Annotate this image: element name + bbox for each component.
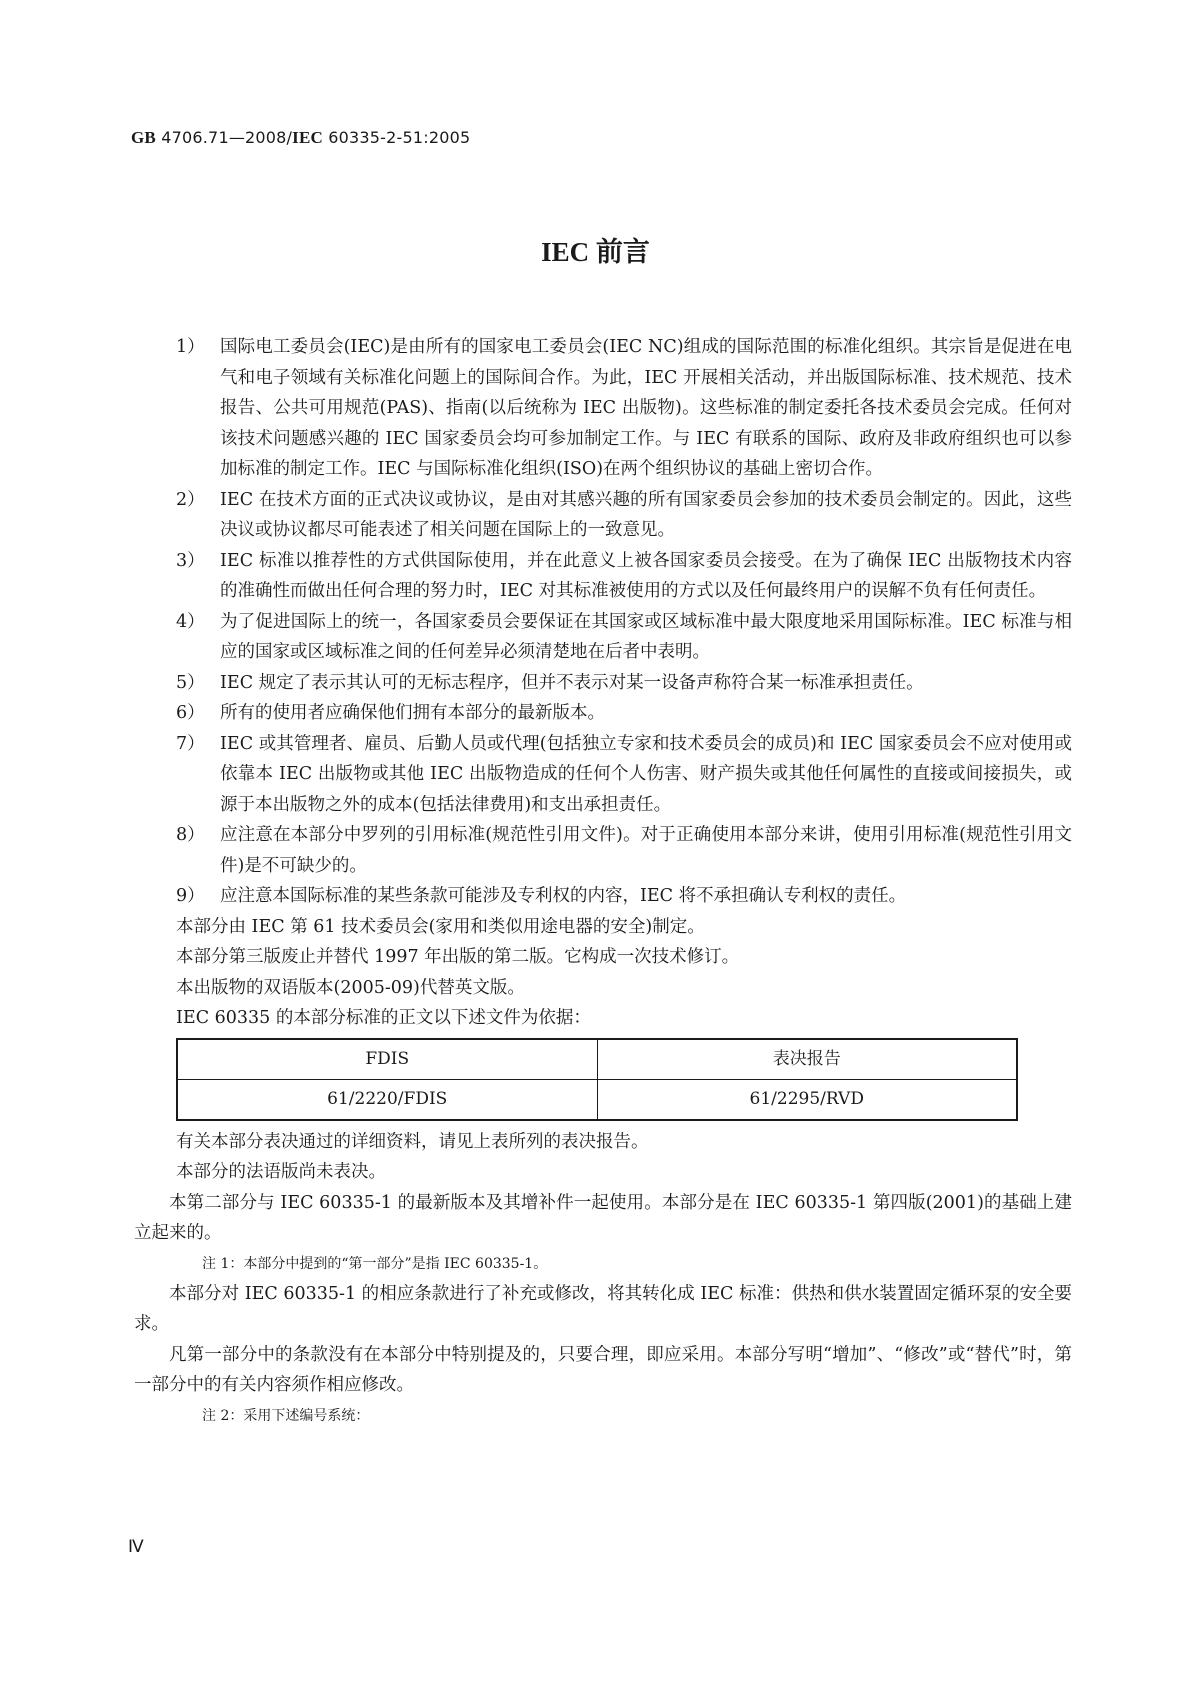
gb-prefix: GB	[131, 128, 156, 147]
list-item-4	[176, 607, 1072, 668]
item-text: 所有的使用者应确保他们拥有本部分的最新版本。	[220, 703, 605, 723]
item-text: 为了促进国际上的统一，各国家委员会要保证在其国家或区域标准中最大限度地采用国际标准。IEC 标准与相应的国家或区域标准之间的任何差异必须清楚地在后者中表明。	[220, 611, 1072, 662]
note-1: 注 1：本部分中提到的“第一部分”是指 IEC 60335-1。	[202, 1255, 548, 1272]
item-number: 7）	[176, 733, 205, 754]
list-item-2	[176, 485, 1072, 546]
item-number: 4）	[176, 611, 205, 632]
table-header-row	[177, 1039, 1017, 1080]
item-text: IEC 或其管理者、雇员、后勤人员或代理(包括独立专家和技术委员会的成员)和 IEC 国家委员会不应对使用或依靠本 IEC 出版物或其他 IEC 出版物造成的任何个人伤害、财产损失或其他任何属性的直接或间接损失，或源于本出版物之外的成本(包括法律费用)和支出承担责任。	[220, 733, 1072, 815]
document-body	[134, 332, 1072, 1431]
paragraph-voting-details: 有关本部分表决通过的详细资料，请见上表所列的表决报告。	[176, 1131, 649, 1152]
paragraph-french-version: 本部分的法语版尚未表决。	[176, 1162, 386, 1182]
item-number: 2）	[176, 489, 205, 510]
iec-number: 60335-2-51:2005	[322, 128, 471, 147]
item-text: 应注意本国际标准的某些条款可能涉及专利权的内容，IEC 将不承担确认专利权的责任。	[220, 886, 907, 906]
item-text: 应注意在本部分中罗列的引用标准(规范性引用文件)。对于正确使用本部分来讲，使用引用标准(规范性引用文件)是不可缺少的。	[220, 825, 1072, 876]
list-item-1	[176, 332, 1072, 485]
list-item-7	[176, 729, 1072, 821]
table-header-voting-report: 表决报告	[597, 1039, 1017, 1080]
paragraph-committee: 本部分由 IEC 第 61 技术委员会(家用和类似用途电器的安全)制定。	[176, 916, 705, 937]
list-item-6	[176, 698, 1072, 729]
list-item-3	[176, 546, 1072, 607]
item-number: 3）	[176, 550, 205, 571]
table-row	[177, 1079, 1017, 1120]
voting-documents-table	[176, 1038, 1018, 1121]
paragraph-basis: IEC 60335 的本部分标准的正文以下述文件为依据：	[176, 1008, 591, 1028]
table-header-fdis: FDIS	[177, 1039, 597, 1080]
item-text: IEC 在技术方面的正式决议或协议，是由对其感兴趣的所有国家委员会参加的技术委员会制定的。因此，这些决议或协议都尽可能表述了相关问题在国际上的一致意见。	[220, 489, 1072, 540]
list-item-8	[176, 820, 1072, 881]
page-title: IEC 前言	[541, 237, 650, 267]
item-number: 5）	[176, 672, 205, 693]
item-number: 9）	[176, 886, 205, 906]
list-item-5	[176, 668, 1072, 699]
paragraph-bilingual: 本出版物的双语版本(2005-09)代替英文版。	[176, 977, 525, 998]
item-number: 1）	[176, 337, 205, 357]
item-text: IEC 标准以推荐性的方式供国际使用，并在此意义上被各国家委员会接受。在为了确保 IEC 出版物技术内容的准确性而做出任何合理的努力时，IEC 对其标准被使用的方式以及任何最终用户的误解不负有任何责任。	[220, 550, 1072, 601]
item-text: IEC 规定了表示其认可的无标志程序，但并不表示对某一设备声称符合某一标准承担责任。	[220, 672, 924, 693]
table-cell-rvd: 61/2295/RVD	[597, 1079, 1017, 1120]
paragraph-applies: 凡第一部分中的条款没有在本部分中特别提及的，只要合理，即应采用。本部分写明“增加”、“修改”或“替代”时，第一部分中的有关内容须作相应修改。	[134, 1344, 1072, 1395]
item-text: 国际电工委员会(IEC)是由所有的国家电工委员会(IEC NC)组成的国际范围的标准化组织。其宗旨是促进在电气和电子领域有关标准化问题上的国际间合作。为此，IEC 开展相关活动，并出版国际标准、技术规范、技术报告、公共可用规范(PAS)、指南(以后统称为 IEC 出版物)。这些标准的制定委托各技术委员会完成。任何对该技术问题感兴趣的 IEC 国家委员会均可参加制定工作。与 IEC 有联系的国际、政府及非政府组织也可以参加标准的制定工作。IEC 与国际标准化组织(ISO)在两个组织协议的基础上密切合作。	[220, 337, 1072, 479]
item-number: 6）	[176, 703, 205, 723]
list-item-9	[176, 881, 1072, 912]
table-cell-fdis: 61/2220/FDIS	[177, 1079, 597, 1120]
paragraph-part2-usage: 本第二部分与 IEC 60335-1 的最新版本及其增补件一起使用。本部分是在 IEC 60335-1 第四版(2001)的基础上建立起来的。	[134, 1192, 1072, 1243]
item-number: 8）	[176, 825, 205, 845]
note-2: 注 2：采用下述编号系统：	[202, 1407, 370, 1424]
paragraph-supplement: 本部分对 IEC 60335-1 的相应条款进行了补充或修改，将其转化成 IEC 标准：供热和供水装置固定循环泵的安全要求。	[134, 1283, 1072, 1334]
gb-number: 4706.71—2008/	[155, 128, 293, 147]
page-number: Ⅳ	[128, 1537, 144, 1556]
paragraph-edition: 本部分第三版废止并替代 1997 年出版的第二版。它构成一次技术修订。	[176, 947, 740, 967]
document-header	[131, 128, 470, 148]
iec-prefix: IEC	[292, 128, 323, 147]
